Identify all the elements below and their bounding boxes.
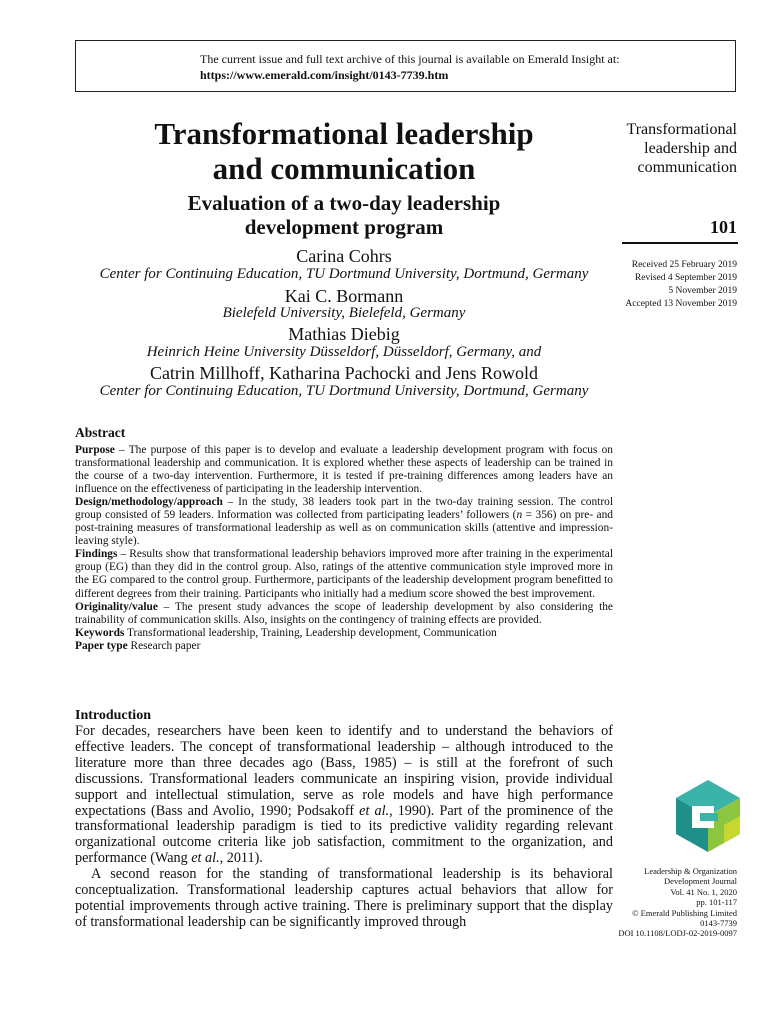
journal-url-link[interactable]: https://www.emerald.com/insight/0143-7739.htm <box>200 68 449 82</box>
author-name: Catrin Millhoff, Katharina Pachocki and Jens Rowold <box>149 363 539 383</box>
page-number-rule <box>622 242 738 244</box>
journal-name-cont: Development Journal <box>664 876 737 887</box>
page-number: 101 <box>710 217 737 237</box>
author-name: Kai C. Bormann <box>284 286 404 306</box>
journal-volume: Vol. 41 No. 1, 2020 <box>670 886 737 897</box>
originality-label: Originality/value <box>75 600 158 613</box>
introduction-heading: Introduction <box>75 708 151 723</box>
findings-text: – Results show that transformational leadership behaviors improved more after training in the experimental group (EG) than they did in the control group. Also, ratings of the attentive communication style improved more in the EG compared to the control group. Furthermore, participants of the leadership development program benefitted to different degrees from their training. Participants who initially had a medium score showed the best improvement. <box>75 548 613 600</box>
paper-type-label: Paper type <box>75 639 128 652</box>
intro-p1-text-end: , 2011). <box>219 850 263 867</box>
intro-p1-text-cont: , 1990). Part of the prominence of the transformational leadership paradigm is tied to its predictive validity regarding relevant organizational outcome criteria like job satisfaction, commitment to the organization, and performance (Wang <box>75 802 613 867</box>
paper-title <box>75 116 613 186</box>
abstract-purpose <box>75 444 613 496</box>
journal-publisher: © Emerald Publishing Limited <box>632 907 737 918</box>
intro-paragraph-1 <box>75 724 613 867</box>
running-title-line: communication <box>637 159 737 176</box>
author-affiliation: Heinrich Heine University Düsseldorf, Düsseldorf, Germany, and <box>146 344 542 360</box>
journal-name: Leadership & Organization <box>644 866 737 876</box>
design-label: Design/methodology/approach <box>75 496 223 509</box>
revised-date-2: 5 November 2019 <box>668 286 737 296</box>
purpose-text: – The purpose of this paper is to develop and evaluate a leadership development program with focus on transformational leadership and communication. It is explored whether these aspects of leadership can be trained in the course of a two-day intervention. Furthermore, it is tested if pre-training differences among leaders have an influence on the effectiveness of participating in the leadership intervention. <box>75 444 613 496</box>
abstract-heading: Abstract <box>75 425 126 440</box>
history-dates <box>600 259 737 311</box>
paper-type-text: Research paper <box>127 639 201 652</box>
abstract-design <box>75 496 613 548</box>
revised-date: Revised 4 September 2019 <box>634 273 737 283</box>
author-name: Carina Cohrs <box>296 246 392 266</box>
journal-info <box>600 866 737 939</box>
author-affiliation: Center for Continuing Education, TU Dortmund University, Dortmund, Germany <box>99 383 589 399</box>
abstract-originality <box>75 601 613 627</box>
access-notice-box <box>75 40 736 92</box>
introduction-body <box>75 724 613 931</box>
abstract-paper-type <box>75 640 613 653</box>
keywords-text: Transformational leadership, Training, Leadership development, Communication <box>124 626 497 639</box>
et-al: et al. <box>359 802 390 819</box>
design-text-cont: = 356) on pre- and post-training measures of transformational leadership as well as on communication skills (attentive and impression-leaving style). <box>75 509 613 548</box>
intro-p1-text: For decades, researchers have been keen to identify and to understand the behaviors of effective leaders. The concept of transformational leadership – although introduced to the literature more than three decades ago (Bass, 1985) – is still at the forefront of such discussions. Transformational leaders communicate an inspiring vision, provide individual support and intellectual stimulation, serve as role models and have high performance expectations (Bass and Avolio, 1990; Podsakoff <box>75 723 613 819</box>
author-affiliation: Center for Continuing Education, TU Dortmund University, Dortmund, Germany <box>99 266 589 282</box>
design-text: – In the study, 38 leaders took part in the two-day training session. The control group consisted of 59 leaders. Information was collected from participating leaders’ followers ( <box>75 496 613 522</box>
paper-subtitle <box>75 191 613 239</box>
journal-pages: pp. 101-117 <box>696 897 737 908</box>
journal-issn: 0143-7739 <box>700 918 737 929</box>
running-title-line: leadership and <box>644 140 737 157</box>
author-name: Mathias Diebig <box>288 324 400 344</box>
originality-text: – The present study advances the scope of leadership development by also considering the trainability of communication skills. Also, insights on the contingency of training effects are provided. <box>75 600 613 626</box>
paper-subtitle-line1: Evaluation of a two-day leadership <box>187 191 501 215</box>
author-affiliation: Bielefeld University, Bielefeld, Germany <box>222 305 466 321</box>
keywords-label: Keywords <box>75 626 125 639</box>
received-date: Received 25 February 2019 <box>631 260 737 270</box>
access-notice-text: The current issue and full text archive of this journal is available on Emerald Insight at: <box>200 52 620 66</box>
abstract-keywords <box>75 627 613 640</box>
journal-doi: DOI 10.1108/LODJ-02-2019-0097 <box>618 928 737 939</box>
design-n: n <box>516 509 523 522</box>
intro-paragraph-2: A second reason for the standing of transformational leadership is its behavioral conceptualization. Transformational leadership captures actual behaviors that allow for potential improvements through active training. There is preliminary support that the display of transformational leadership can be significantly improved through <box>75 866 613 930</box>
running-title <box>600 120 737 177</box>
findings-label: Findings <box>75 548 118 561</box>
accepted-date: Accepted 13 November 2019 <box>625 299 737 309</box>
emerald-logo-icon <box>676 780 740 852</box>
et-al: et al. <box>191 850 220 867</box>
abstract-body <box>75 444 613 653</box>
abstract-findings <box>75 548 613 600</box>
paper-subtitle-line2: development program <box>244 215 444 239</box>
running-title-line: Transformational <box>626 121 737 138</box>
paper-title-line2: and communication <box>212 151 476 186</box>
purpose-label: Purpose <box>75 444 115 456</box>
paper-title-line1: Transformational leadership <box>154 116 534 151</box>
